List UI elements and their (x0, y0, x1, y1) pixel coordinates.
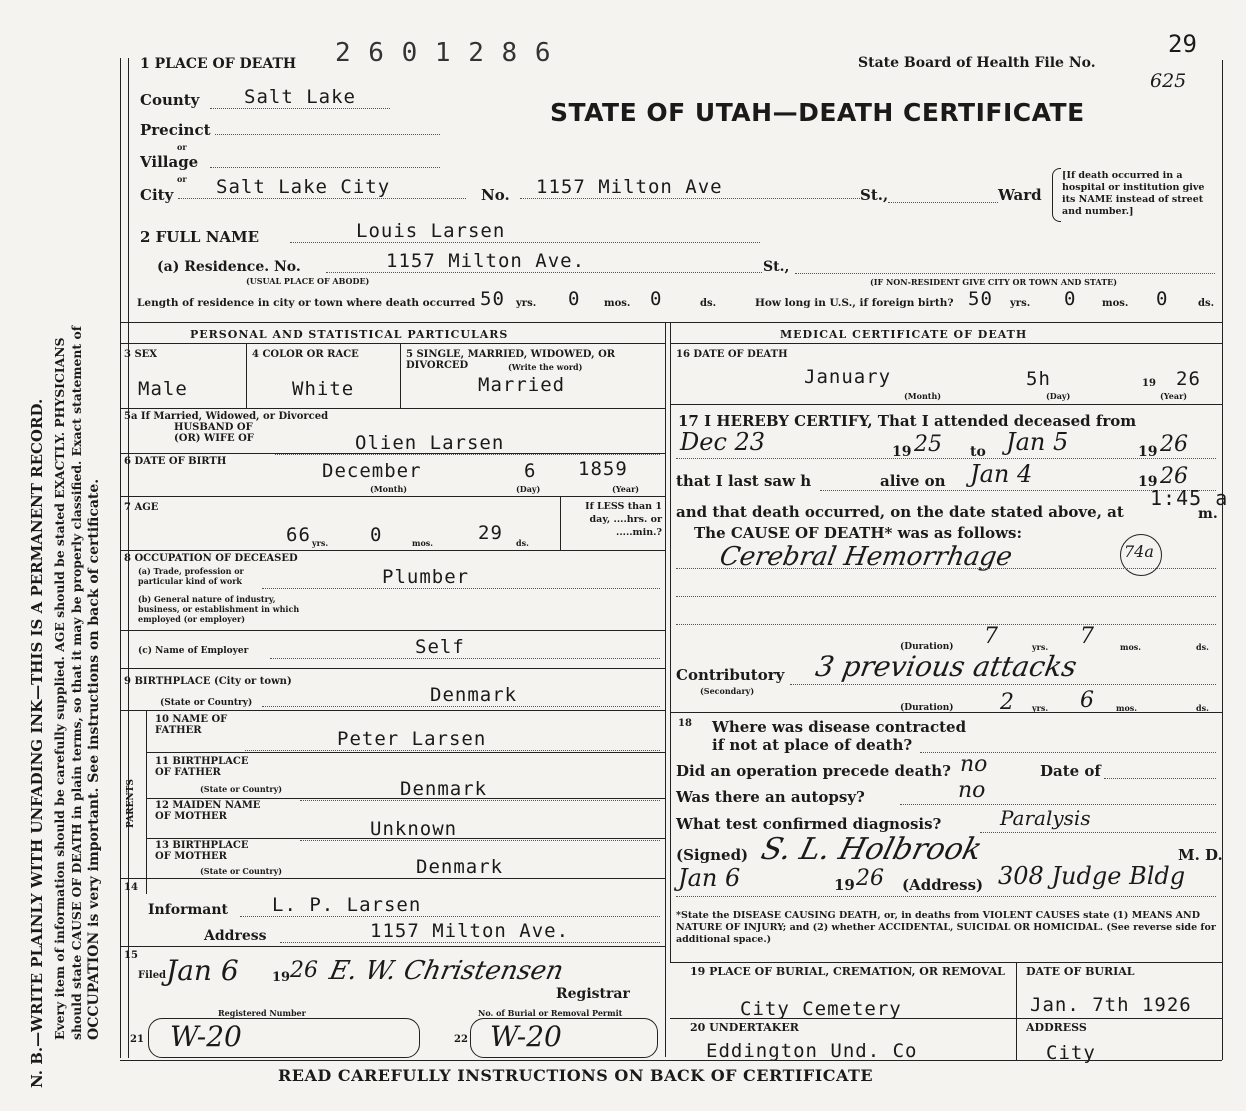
dob-label: 6 DATE OF BIRTH (124, 456, 227, 467)
registrar-signature: E. W. Christensen (326, 956, 567, 986)
medical-header-rule (670, 343, 1222, 344)
us-yrs: 50 (968, 288, 993, 310)
address-label-medical: (Address) (902, 876, 984, 894)
dod-day-sub: (Day) (1046, 391, 1071, 401)
file-no-bottom: 625 (1150, 70, 1187, 92)
contrib-duration-yrs-sub: yrs. (1032, 703, 1049, 713)
duration-label: (Duration) (900, 642, 954, 652)
length-yrs: 50 (480, 288, 505, 310)
dod-year: 26 (1176, 368, 1201, 390)
death-time-m: m. (1198, 506, 1218, 522)
footer-instructions: READ CAREFULLY INSTRUCTIONS ON BACK OF CERTIFICATE (278, 1066, 874, 1085)
full-name-value: Louis Larsen (290, 220, 760, 243)
to-year: 26 (1160, 432, 1188, 457)
margin-instructions-3: OCCUPATION is very important. See instructions on back of certificate. (86, 478, 102, 1040)
certify-label: 17 I HEREBY CERTIFY, That I attended deceased from (678, 412, 1137, 430)
occurred-label: and that death occurred, on the date stated above, at (676, 503, 1124, 521)
marital-value: Married (478, 374, 566, 396)
dod-month: January (804, 366, 892, 388)
mother-value: Unknown (300, 818, 660, 841)
marital-label: 5 SINGLE, MARRIED, WIDOWED, OR DIVORCED (406, 349, 616, 371)
field-15-number: 15 (124, 950, 138, 961)
last-saw-label: that I last saw h (676, 472, 812, 490)
row-rule-6 (120, 668, 665, 669)
spouse-label-1: 5a If Married, Widowed, or Divorced (124, 411, 329, 422)
test-label: What test confirmed diagnosis? (676, 815, 942, 833)
street-st-label: St., (860, 186, 889, 204)
street-no-label: No. (481, 186, 510, 204)
contrib-duration-yrs: 2 (1000, 690, 1014, 715)
margin-warning: N. B.—WRITE PLAINLY WITH UNFADING INK—THIS IS A PERMANENT RECORD. (28, 398, 46, 1088)
from-to-line (676, 458, 1216, 459)
burial-divider (1016, 962, 1017, 1060)
from-year-prefix: 19 (892, 444, 912, 460)
med-rule-1 (670, 404, 1222, 405)
place-of-death-label: 1 PLACE OF DEATH (140, 56, 297, 72)
cause-label: The CAUSE OF DEATH* was as follows: (694, 524, 1023, 542)
signed-date-line (676, 896, 1216, 897)
filed-date: Jan 6 (166, 954, 239, 987)
row-rule-7 (120, 710, 665, 711)
us-mos-label: mos. (1102, 298, 1129, 309)
age-ds: 29 (478, 522, 503, 544)
test-value: Paralysis (1000, 806, 1091, 830)
personal-header-rule (120, 343, 665, 344)
filed-year-prefix: 19 (272, 970, 291, 985)
spouse-label-3: (OR) WIFE OF (174, 433, 254, 444)
city-value: Salt Lake City (178, 176, 466, 199)
age-ds-sub: ds. (516, 538, 529, 548)
filed-year: 26 (290, 958, 318, 983)
father-label: 10 NAME OF FATHER (155, 714, 228, 736)
mother-bp-value: Denmark (300, 856, 660, 879)
dod-year-prefix: 19 (1142, 378, 1156, 389)
dod-label: 16 DATE OF DEATH (676, 349, 788, 360)
age-divider (560, 496, 561, 550)
row-rule-11 (120, 878, 665, 879)
spouse-value: Olien Larsen (275, 432, 660, 455)
dob-year-sub: (Year) (612, 484, 640, 494)
residence-st-line (795, 273, 1215, 274)
employer-label: (c) Name of Employer (138, 646, 249, 656)
race-divider (400, 343, 401, 408)
length-mos-label: mos. (604, 298, 631, 309)
us-mos: 0 (1064, 288, 1077, 310)
burial-date-label: DATE OF BURIAL (1026, 965, 1135, 978)
signed-year: 26 (856, 866, 884, 891)
dob-month-sub: (Month) (370, 484, 408, 494)
dod-year-sub: (Year) (1160, 391, 1188, 401)
father-bp-value: Denmark (300, 778, 660, 801)
us-ds-label: ds. (1198, 298, 1215, 309)
signed-label: (Signed) (676, 846, 749, 864)
ward-label: Ward (998, 186, 1042, 204)
occupation-b-label: (b) General nature of industry, business, or establishment in which employed (or employer) (138, 594, 300, 624)
ward-line (888, 202, 998, 203)
contrib-duration-mos: 6 (1080, 688, 1094, 713)
precinct-line (215, 134, 440, 135)
from-date: Dec 23 (680, 428, 766, 456)
cause-value: Cerebral Hemorrhage (717, 542, 1015, 572)
cause-code: 74a (1124, 542, 1154, 561)
mother-bp-sublabel: (State or Country) (200, 866, 283, 876)
marital-sublabel: (Write the word) (508, 362, 583, 372)
occupation-value: Plumber (262, 566, 660, 589)
burial-place-label: 19 PLACE OF BURIAL, CREMATION, OR REMOVAL (690, 965, 1005, 978)
margin-instructions-1: Every item of information should be carefully supplied. AGE should be stated EXACTLY. PHYSICIANS (52, 337, 67, 1040)
undertaker-address-label: ADDRESS (1026, 1021, 1087, 1034)
row-rule-1 (120, 408, 665, 409)
parents-bar-left (120, 710, 121, 894)
duration-mos-sub: mos. (1120, 642, 1142, 652)
residence-value: 1157 Milton Ave. (326, 250, 762, 273)
operation-line (1104, 778, 1216, 779)
registered-number-value: W-20 (170, 1020, 242, 1053)
or-label-2: or (177, 174, 187, 184)
contrib-duration-mos-sub: mos. (1116, 703, 1138, 713)
duration-ds-sub: ds. (1196, 642, 1209, 652)
length-yrs-label: yrs. (516, 298, 537, 309)
village-label: Village (140, 153, 199, 171)
last-saw-year-prefix: 19 (1138, 474, 1158, 490)
length-mos: 0 (568, 288, 581, 310)
undertaker-value: Eddington Und. Co (706, 1040, 918, 1062)
row-rule-2 (120, 453, 665, 454)
file-no-top: 29 (1168, 30, 1197, 58)
from-year: 25 (914, 432, 942, 457)
dob-month: December (322, 460, 422, 482)
med-rule-2 (670, 712, 1222, 713)
to-label: to (970, 444, 986, 460)
sex-divider (246, 343, 247, 408)
race-label: 4 COLOR OR RACE (252, 349, 359, 360)
informant-label: Informant (148, 902, 228, 918)
county-label: County (140, 91, 200, 109)
ward-bracket (1052, 168, 1061, 222)
contributory-sub: (Secondary) (700, 686, 755, 696)
length-ds-label: ds. (700, 298, 717, 309)
father-value: Peter Larsen (245, 728, 660, 751)
dob-day-sub: (Day) (516, 484, 541, 494)
row-rule-9 (146, 798, 665, 799)
to-year-prefix: 19 (1138, 444, 1158, 460)
birthplace-label: 9 BIRTHPLACE (City or town) (124, 676, 292, 687)
length-ds: 0 (650, 288, 663, 310)
contributory-label: Contributory (676, 666, 785, 684)
test-line (980, 832, 1216, 833)
row-rule-5 (120, 630, 665, 631)
contrib-duration-ds-sub: ds. (1196, 703, 1209, 713)
ward-note: [If death occurred in a hospital or institution give its NAME instead of street and number.] (1062, 170, 1205, 217)
age-mos-sub: mos. (412, 538, 434, 548)
column-divider-2 (670, 322, 671, 962)
cause-line-1 (676, 568, 1216, 569)
us-length-label: How long in U.S., if foreign birth? (755, 297, 954, 309)
mother-label: 12 MAIDEN NAME OF MOTHER (155, 800, 261, 822)
autopsy-line (900, 804, 1216, 805)
burial-date-value: Jan. 7th 1926 (1030, 994, 1192, 1016)
field-18-number: 18 (678, 718, 692, 729)
us-ds: 0 (1156, 288, 1169, 310)
age-mos: 0 (370, 524, 383, 546)
personal-header: PERSONAL AND STATISTICAL PARTICULARS (190, 328, 509, 341)
age-yrs-sub: yrs. (312, 538, 329, 548)
occupation-label: 8 OCCUPATION OF DECEASED (124, 553, 298, 564)
last-saw-year: 26 (1160, 464, 1188, 489)
non-resident-note: (IF NON-RESIDENT GIVE CITY OR TOWN AND STATE) (870, 277, 1118, 287)
autopsy-value: no (958, 778, 986, 803)
physician-address: 308 Judge Bldg (998, 862, 1186, 890)
father-bp-label: 11 BIRTHPLACE OF FATHER (155, 756, 249, 778)
occupation-a-label: (a) Trade, profession or particular kind of work (138, 566, 244, 586)
column-divider (665, 322, 666, 1057)
length-residence-label: Length of residence in city or town where death occurred (137, 297, 476, 309)
file-no-label: State Board of Health File No. (858, 55, 1096, 71)
filed-label: Filed (138, 970, 167, 981)
informant-value: L. P. Larsen (240, 894, 660, 917)
contributory-line (790, 684, 1216, 685)
field-14-number: 14 (124, 882, 138, 893)
med-rule-3 (670, 962, 1222, 963)
signed-year-prefix: 19 (834, 876, 855, 894)
dob-day: 6 (524, 460, 537, 482)
informant-address-value: 1157 Milton Ave. (280, 920, 660, 943)
to-date: Jan 5 (1006, 428, 1069, 456)
dod-month-sub: (Month) (904, 391, 942, 401)
or-label-1: or (177, 142, 187, 152)
contracted-label: Where was disease contracted (712, 718, 967, 736)
cause-line-3 (676, 624, 1216, 625)
us-yrs-label: yrs. (1010, 298, 1031, 309)
informant-address-label: Address (204, 928, 267, 944)
row-rule-3 (120, 496, 665, 497)
age-label: 7 AGE (124, 502, 159, 513)
row-rule-4 (120, 550, 665, 551)
parents-label: PARENTS (126, 779, 136, 828)
signed-date: Jan 6 (678, 864, 741, 892)
county-value: Salt Lake (210, 86, 390, 109)
age-yrs: 66 (286, 524, 311, 546)
undertaker-label: 20 UNDERTAKER (690, 1021, 799, 1034)
row-rule-10 (146, 838, 665, 839)
village-line (210, 167, 440, 168)
employer-value: Self (270, 636, 660, 659)
contributory-value: 3 previous attacks (813, 650, 1080, 683)
physician-signature: S. L. Holbrook (757, 832, 986, 867)
mother-bp-label: 13 BIRTHPLACE OF MOTHER (155, 840, 249, 862)
row-rule-8 (146, 752, 665, 753)
field-22-number: 22 (454, 1034, 468, 1045)
cause-note: *State the DISEASE CAUSING DEATH, or, in deaths from VIOLENT CAUSES state (1) MEANS AND NATURE OF INJURY; and (2) whether ACCIDENTAL, SUICIDAL OR HOMICIDAL. (See reverse side for additional space.) (676, 910, 1216, 945)
sex-value: Male (138, 378, 188, 400)
burial-rule (670, 1018, 1222, 1019)
last-saw-date: Jan 4 (970, 460, 1033, 488)
birthplace-sublabel: (State or Country) (160, 698, 253, 708)
duration-yrs: 7 (984, 624, 998, 649)
death-time: 1:45 a (1150, 486, 1229, 510)
cause-line-2 (676, 596, 1216, 597)
burial-place-value: City Cemetery (740, 998, 902, 1020)
row-rule-12 (120, 946, 665, 947)
certificate-number: 2 6 0 1 2 8 6 (335, 38, 552, 68)
undertaker-address-value: City (1046, 1042, 1096, 1064)
autopsy-label: Was there an autopsy? (676, 788, 865, 806)
birthplace-value: Denmark (262, 684, 660, 707)
burial-permit-label: No. of Burial or Removal Permit (478, 1008, 623, 1018)
margin-instructions-2: should state CAUSE OF DEATH in plain terms, so that it may be properly classified. Exact statement of (69, 325, 84, 1040)
duration-mos: 7 (1080, 624, 1094, 649)
less-than-label: If LESS than 1 day, ....hrs. or .....min.? (585, 501, 662, 538)
operation-value: no (960, 752, 988, 777)
residence-sublabel: (USUAL PLACE OF ABODE) (246, 276, 370, 286)
parents-bar-right (146, 710, 147, 894)
spouse-label-2: HUSBAND OF (174, 422, 253, 433)
frame-left (120, 58, 121, 1058)
table-top-rule (120, 322, 1222, 323)
medical-header: MEDICAL CERTIFICATE OF DEATH (780, 328, 1028, 341)
operation-label: Did an operation precede death? (676, 762, 951, 780)
race-value: White (292, 378, 355, 400)
operation-date-label: Date of (1040, 762, 1101, 780)
city-label: City (140, 186, 174, 204)
alive-on-label: alive on (880, 472, 946, 490)
dod-day: 5h (1026, 368, 1051, 390)
burial-permit-value: W-20 (490, 1020, 562, 1053)
precinct-label: Precinct (140, 121, 211, 139)
father-bp-sublabel: (State or Country) (200, 784, 283, 794)
certificate-title: STATE OF UTAH—DEATH CERTIFICATE (550, 98, 1085, 127)
residence-label: (a) Residence. No. (157, 259, 301, 275)
full-name-label: 2 FULL NAME (140, 228, 260, 246)
field-21-number: 21 (130, 1034, 144, 1045)
registered-number-label: Registered Number (218, 1008, 306, 1018)
bottom-rule (120, 1060, 1222, 1061)
registrar-label: Registrar (556, 986, 630, 1002)
frame-right (1222, 60, 1223, 1060)
duration-yrs-sub: yrs. (1032, 642, 1049, 652)
contracted-label-2: if not at place of death? (712, 736, 913, 754)
contrib-duration-label: (Duration) (900, 703, 954, 713)
sex-label: 3 SEX (124, 349, 158, 360)
residence-st-label: St., (763, 259, 790, 275)
dob-year: 1859 (578, 458, 628, 480)
street-value: 1157 Milton Ave (520, 176, 860, 199)
md-label: M. D. (1178, 846, 1223, 864)
